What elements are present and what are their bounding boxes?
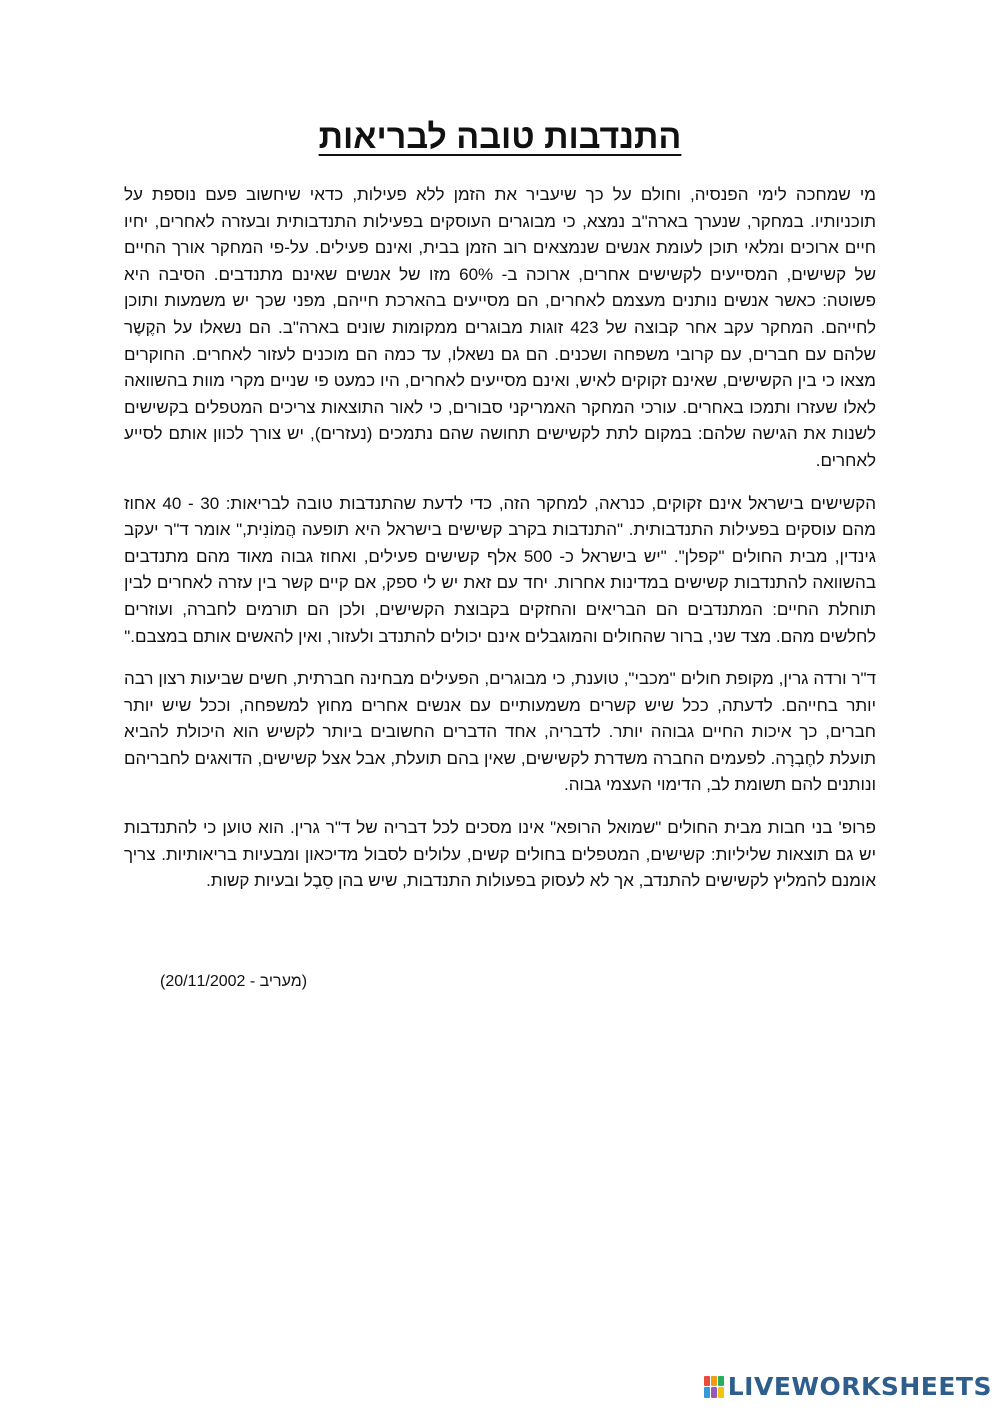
liveworksheets-brand [704, 1372, 992, 1401]
liveworksheets-logo-icon [704, 1376, 724, 1398]
paragraph-4: פרופ' בני חבות מבית החולים "שמואל הרופא" אינו מסכים לכל דבריה של ד"ר גרין. הוא טוען כי להתנדבות יש גם תוצאות שליליות: קשישים, המטפלים בחולים קשים, עלולים לסבול מדיכאון ומבעיות בריאותיות. צריך אומנם להמליץ לקשישים להתנדב, אך לא לעסוק בפעולות התנדבות, שיש בהן סֵבֶל ובעיות קשות. [124, 818, 876, 891]
document-title: התנדבות טובה לבריאות [318, 118, 682, 156]
article-body [124, 182, 876, 911]
paragraph-1: מי שמחכה לימי הפנסיה, וחולם על כך שיעביר את הזמן ללא פעילות, כדאי שיחשוב פעם נוספת על תוכניותיו. במחקר, שנערך בארה"ב נמצא, כי מבוגרים העוסקים בפעילות התנדבותית ובעזרה לאחרים, יחיו חיים ארוכים ומלאי תוכן לעומת אנשים שנמצאים רוב הזמן בבית, ואינם פעילים. על-פי המחקר אורך החיים של קשישים, המסייעים לקשישים אחרים, ארוכה ב- 60% מזו של אנשים שאינם מתנדבים. הסיבה היא פשוטה: כאשר אנשים נותנים מעצמם לאחרים, הם מסייעים בהארכת חייהם, מפני שכך יש משמעות ותוכן לחייהם. המחקר עקב אחר קבוצה של 423 זוגות מבוגרים ממקומות שונים בארה"ב. הם נשאלו על הקֶשֶר שלהם עם חברים, עם קרובי משפחה ושכנים. הם גם נשאלו, עד כמה הם מוכנים לעזור לאחרים. החוקרים מצאו כי בין הקשישים, שאינם זקוקים לאיש, ואינם מסייעים לאחרים, היו כמעט פי שניים מקרי מוות בהשוואה לאלו שעזרו ותמכו באחרים. עורכי המחקר האמריקני סבורים, כי לאור התוצאות צריכים המטפלים בקשישים לשנות את הגישה שלהם: במקום לתת לקשישים תחושה שהם נתמכים (נעזרים), יש צורך לכוון אותם לסייע לאחרים. [124, 185, 876, 470]
paragraph-3: ד"ר ורדה גרין, מקופת חולים "מכבי", טוענת, כי מבוגרים, הפעילים מבחינה חברתית, חשים שביעות רצון רבה יותר בחייהם. לדעתה, ככל שיש קשרים משמעותיים עם אנשים אחרים מחוץ למשפחה, וככל שיש יותר חברים, כך איכות החיים גבוהה יותר. לדבריה, אחד הדברים החשובים ביותר לקשיש הוא היכולת להביא תועלת לחֶבְרָה. לפעמים החברה משדרת לקשישים, שאין בהם תועלת, אבל אצל קשישים, הדואגים לחבריהם ונותנים להם תשומת לב, הדימוי העצמי גבוה. [124, 669, 876, 795]
paragraph-2: הקשישים בישראל אינם זקוקים, כנראה, למחקר הזה, כדי לדעת שהתנדבות טובה לבריאות: 30 - 40 אחוז מהם עוסקים בפעילות התנדבותית. "התנדבות בקרב קשישים בישראל היא תופעה הֲמוֹנִית," אומר ד"ר יעקב גינדין, מבית החולים "קפלן". "יש בישראל כ- 500 אלף קשישים פעילים, ואחוז גבוה מאוד מהם מתנדבים בהשוואה להתנדבות קשישים במדינות אחרות. יחד עם זאת יש לי ספק, אם קיים קשר בין עזרה לאחרים לבין תוחלת החיים: המתנדבים הם הבריאים והחזקים בקבוצת הקשישים, ולכן הם תורמים לחברה, ועוזרים לחלשים מהם. מצד שני, ברור שהחולים והמוגבלים אינם יכולים להתנדב ולעזור, ואין להאשים אותם במצבם." [124, 493, 877, 646]
source-citation: (מעריב - 20/11/2002) [160, 973, 308, 990]
brand-text: LIVEWORKSHEETS [727, 1372, 992, 1401]
